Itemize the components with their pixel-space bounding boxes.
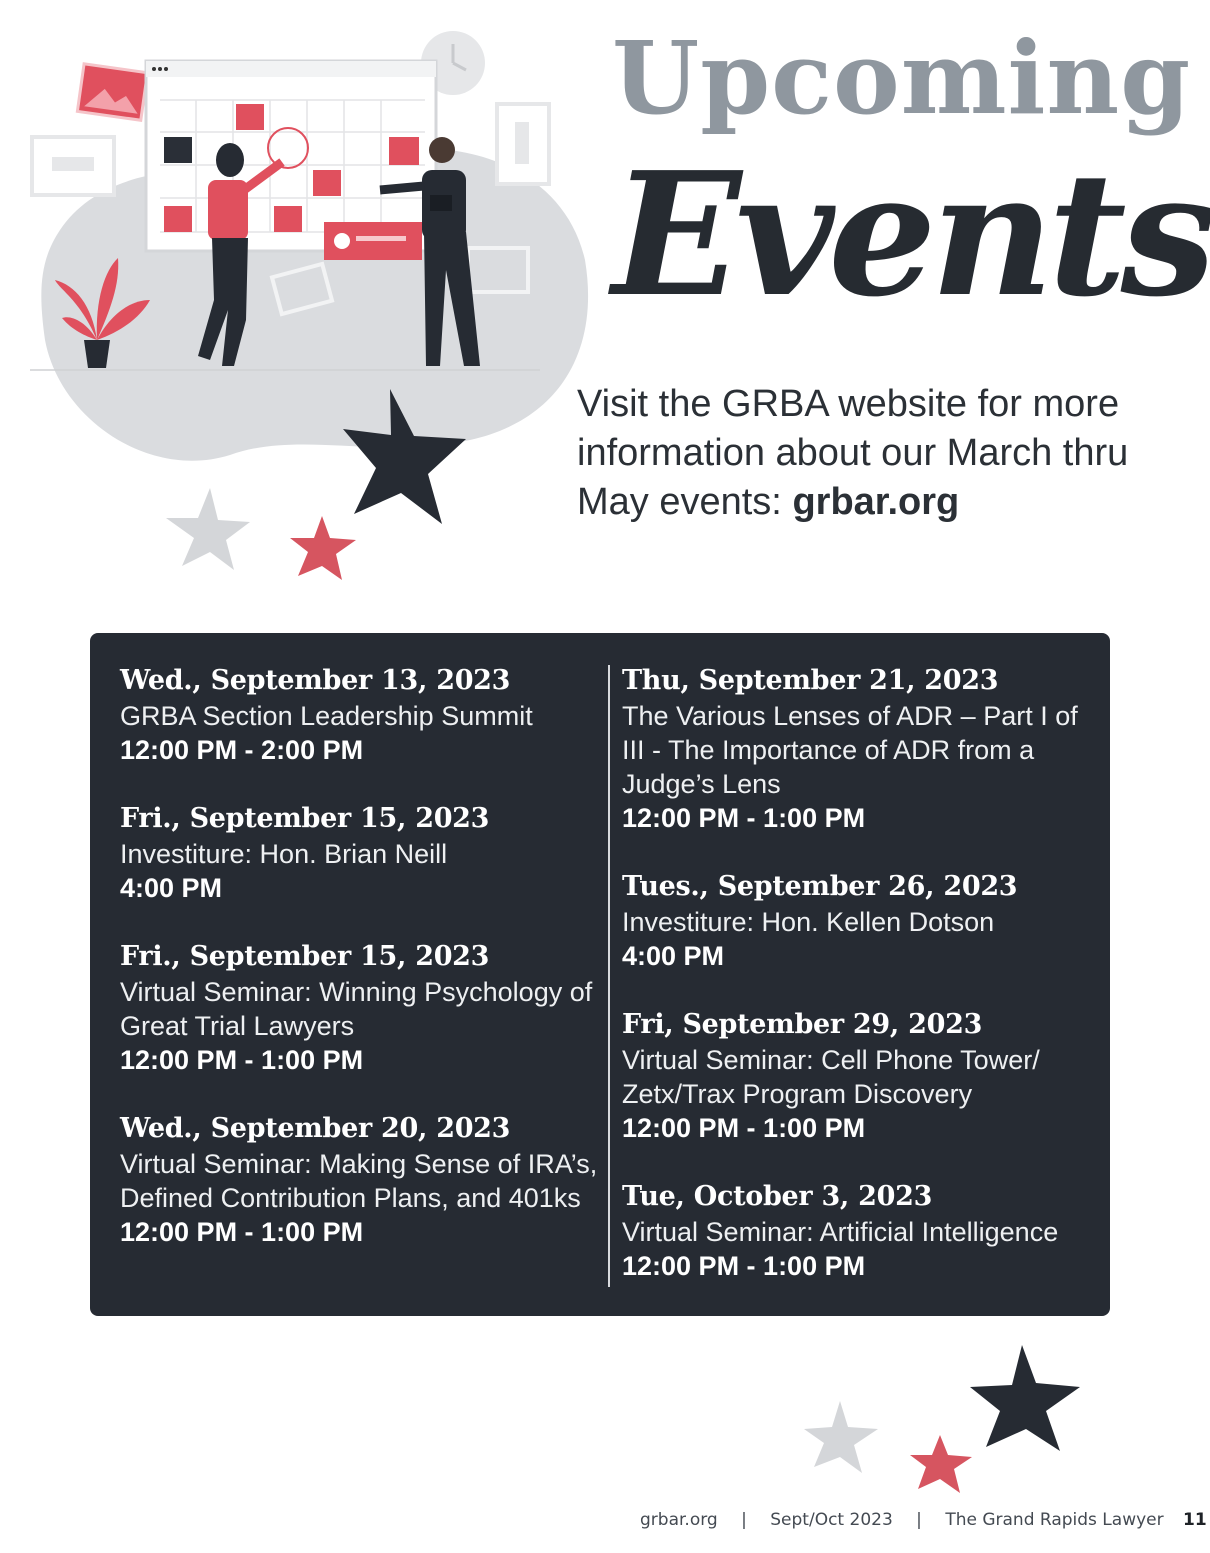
event-title: Virtual Seminar: Making Sense of IRA’s, Defined Contribution Plans, and 401ks (120, 1149, 598, 1213)
event-title: Investiture: Hon. Brian Neill (120, 839, 448, 869)
event-title: Virtual Seminar: Artificial Intelligence (622, 1217, 1059, 1247)
event-time: 12:00 PM - 1:00 PM (622, 803, 866, 833)
website-link[interactable]: grbar.org (792, 481, 960, 523)
intro-paragraph (577, 380, 1177, 527)
events-panel (90, 633, 1110, 1316)
event-date: Fri, September 29, 2023 (622, 1009, 983, 1040)
event-date: Tue, October 3, 2023 (622, 1181, 933, 1212)
event-time: 12:00 PM - 1:00 PM (622, 1113, 866, 1143)
page-number: 11 (1183, 1510, 1207, 1530)
calendar-planning-illustration (0, 0, 600, 600)
event-date: Fri., September 15, 2023 (120, 941, 490, 972)
footer-site[interactable]: grbar.org (640, 1510, 718, 1530)
event-title: The Various Lenses of ADR – Part I of III - The Importance of ADR from a Judge’s Lens (622, 701, 1078, 799)
event-date: Wed., September 13, 2023 (120, 665, 511, 696)
event-item (120, 1111, 600, 1249)
intro-text: Visit the GRBA website for more information about our March thru May events: (577, 383, 1129, 523)
decorative-stars (790, 1335, 1110, 1510)
event-time: 12:00 PM - 1:00 PM (120, 1217, 364, 1247)
event-item (622, 1179, 1092, 1283)
footer-issue: Sept/Oct 2023 (770, 1510, 893, 1530)
event-time: 12:00 PM - 1:00 PM (622, 1251, 866, 1281)
event-title: Virtual Seminar: Cell Phone Tower/ Zetx/Trax Program Discovery (622, 1045, 1040, 1109)
event-item (622, 869, 1092, 973)
event-date: Thu, September 21, 2023 (622, 665, 999, 696)
event-time: 12:00 PM - 1:00 PM (120, 1045, 364, 1075)
event-time: 12:00 PM - 2:00 PM (120, 735, 364, 765)
event-date: Fri., September 15, 2023 (120, 803, 490, 834)
event-time: 4:00 PM (120, 873, 223, 903)
footer-separator: | (741, 1510, 747, 1530)
footer-separator: | (916, 1510, 922, 1530)
event-item (622, 1007, 1092, 1145)
event-item (622, 663, 1092, 835)
event-date: Wed., September 20, 2023 (120, 1113, 511, 1144)
event-item (120, 801, 600, 905)
event-item (120, 939, 600, 1077)
event-title: Investiture: Hon. Kellen Dotson (622, 907, 995, 937)
footer-publication: The Grand Rapids Lawyer (945, 1510, 1164, 1530)
events-column-right (622, 663, 1092, 1317)
event-date: Tues., September 26, 2023 (622, 871, 1018, 902)
title-events: Events (612, 135, 1210, 335)
event-item (120, 663, 600, 767)
title-upcoming: Upcoming (612, 19, 1192, 137)
column-divider (608, 665, 610, 1287)
events-column-left (120, 663, 600, 1283)
event-time: 4:00 PM (622, 941, 725, 971)
event-title: GRBA Section Leadership Summit (120, 701, 533, 731)
event-title: Virtual Seminar: Winning Psychology of Great Trial Lawyers (120, 977, 593, 1041)
page-footer (640, 1510, 1207, 1530)
